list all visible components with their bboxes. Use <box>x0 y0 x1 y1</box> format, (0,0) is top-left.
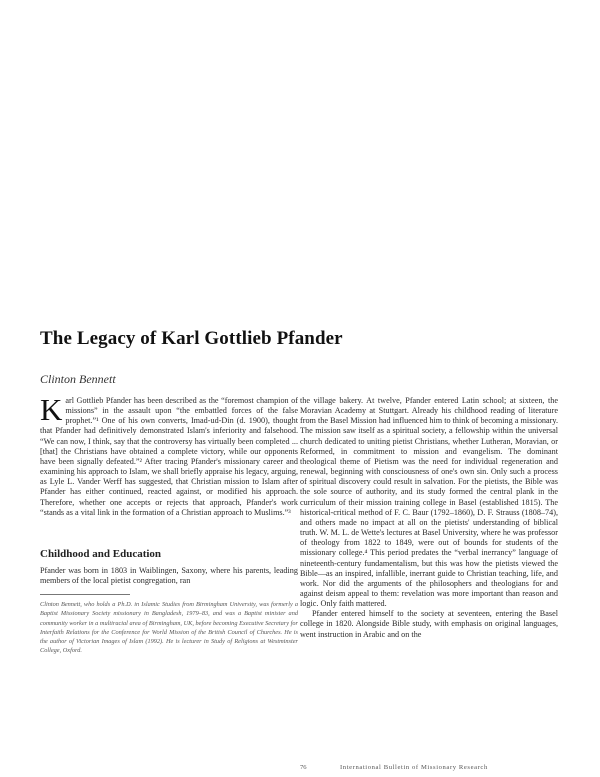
section-body <box>40 566 298 586</box>
right-paragraph-2: Pfander entered himself to the society at seventeen, entering the Basel college in 1820. Alongside Bible study, with emphasis on original languages, went instruction in Arabic and on the <box>300 609 558 639</box>
journal-name: International Bulletin of Missionary Research <box>340 764 488 771</box>
article-title: The Legacy of Karl Gottlieb Pfander <box>40 328 343 349</box>
author-footnote <box>40 600 298 656</box>
footnote-rule <box>40 594 130 595</box>
right-column <box>300 396 558 640</box>
section-paragraph: Pfander was born in 1803 in Waiblingen, Saxony, where his parents, leading members of the local pietist congregation, ran <box>40 566 298 586</box>
section-heading: Childhood and Education <box>40 548 162 560</box>
footnote-text: Clinton Bennett, who holds a Ph.D. in Islamic Studies from Birmingham University, was formerly a Baptist Missionary Society missionary in Bangladesh, 1979–83, and was a Baptist minister and community worker in a multiracial area of Birmingham, UK, before becoming Executive Secretary for Interfaith Relations for the Conference for World Mission of the British Council of Churches. He is the author of Victorian Images of Islam (1992). He is lecturer in Study of Religions at Westminster College, Oxford. <box>40 601 298 655</box>
page-number: 76 <box>300 764 307 771</box>
intro-paragraph <box>40 392 298 518</box>
right-paragraph-1: the village bakery. At twelve, Pfander entered Latin school; at sixteen, the Moravian Academy at Stuttgart. Already his childhood reading of literature from the Basel Mission had influenced him to think of becoming a missionary. The mission saw itself as a spiritual society, a fellowship within the universal church dedicated to uniting pietist Christians, whether Lutheran, Moravian, or Reformed, in commitment to mission and evangelism. The dominant theological theme of Pietism was the need for individual regeneration and renewal, beginning with consciousness of one's own sin. Only such a process of spiritual discovery could result in salvation. For the pietists, the Bible was the sole source of authority, and its study formed the central plank in the curriculum of their mission training college in Basel (established 1815). The historical-critical method of F. C. Baur (1792–1860), D. F. Strauss (1808–74), and others made no impact at all on the pietists' understanding of biblical truth. W. M. L. de Wette's lectures at Basel University, where he was professor of theology from 1822 to 1849, were out of bounds for students of the missionary college.⁴ This period predates the “verbal inerrancy” language of nineteenth-century fundamentalism, but this was how the pietists viewed the Bible—as an inspired, infallible, inerrant guide to Christian teaching, life, and work. Nor did the arguments of the philosophers and theologians for and against deism appeal to them: revelation was more important than reason and logic. Only faith mattered. <box>300 396 558 609</box>
left-column <box>40 392 298 518</box>
intro-text: arl Gottlieb Pfander has been described as the “foremost champion of missions” in the assault upon “the embattled forces of the false prophet.”¹ One of his own converts, Imad-ud-Din (d. 1900), thought that Pfander had definitively demonstrated Islam's inferiority and falsehood. “We can now, I think, say that the controversy has virtually been completed ... [that] the Christians have obtained a complete victory, while our opponents have been signally defeated.”² After tracing Pfander's missionary career and examining his approach to Islam, we shall briefly appraise his legacy, arguing, as Lyle L. Vander Werff has suggested, that Christian mission to Islam after Pfander has either continued, reacted against, or modified his approach. Therefore, whether one accepts or rejects that approach, Pfander's work “stands as a vital link in the formation of a Christian approach to Muslims.”³ <box>40 396 298 517</box>
drop-cap: K <box>40 392 63 427</box>
author-name: Clinton Bennett <box>40 372 116 386</box>
